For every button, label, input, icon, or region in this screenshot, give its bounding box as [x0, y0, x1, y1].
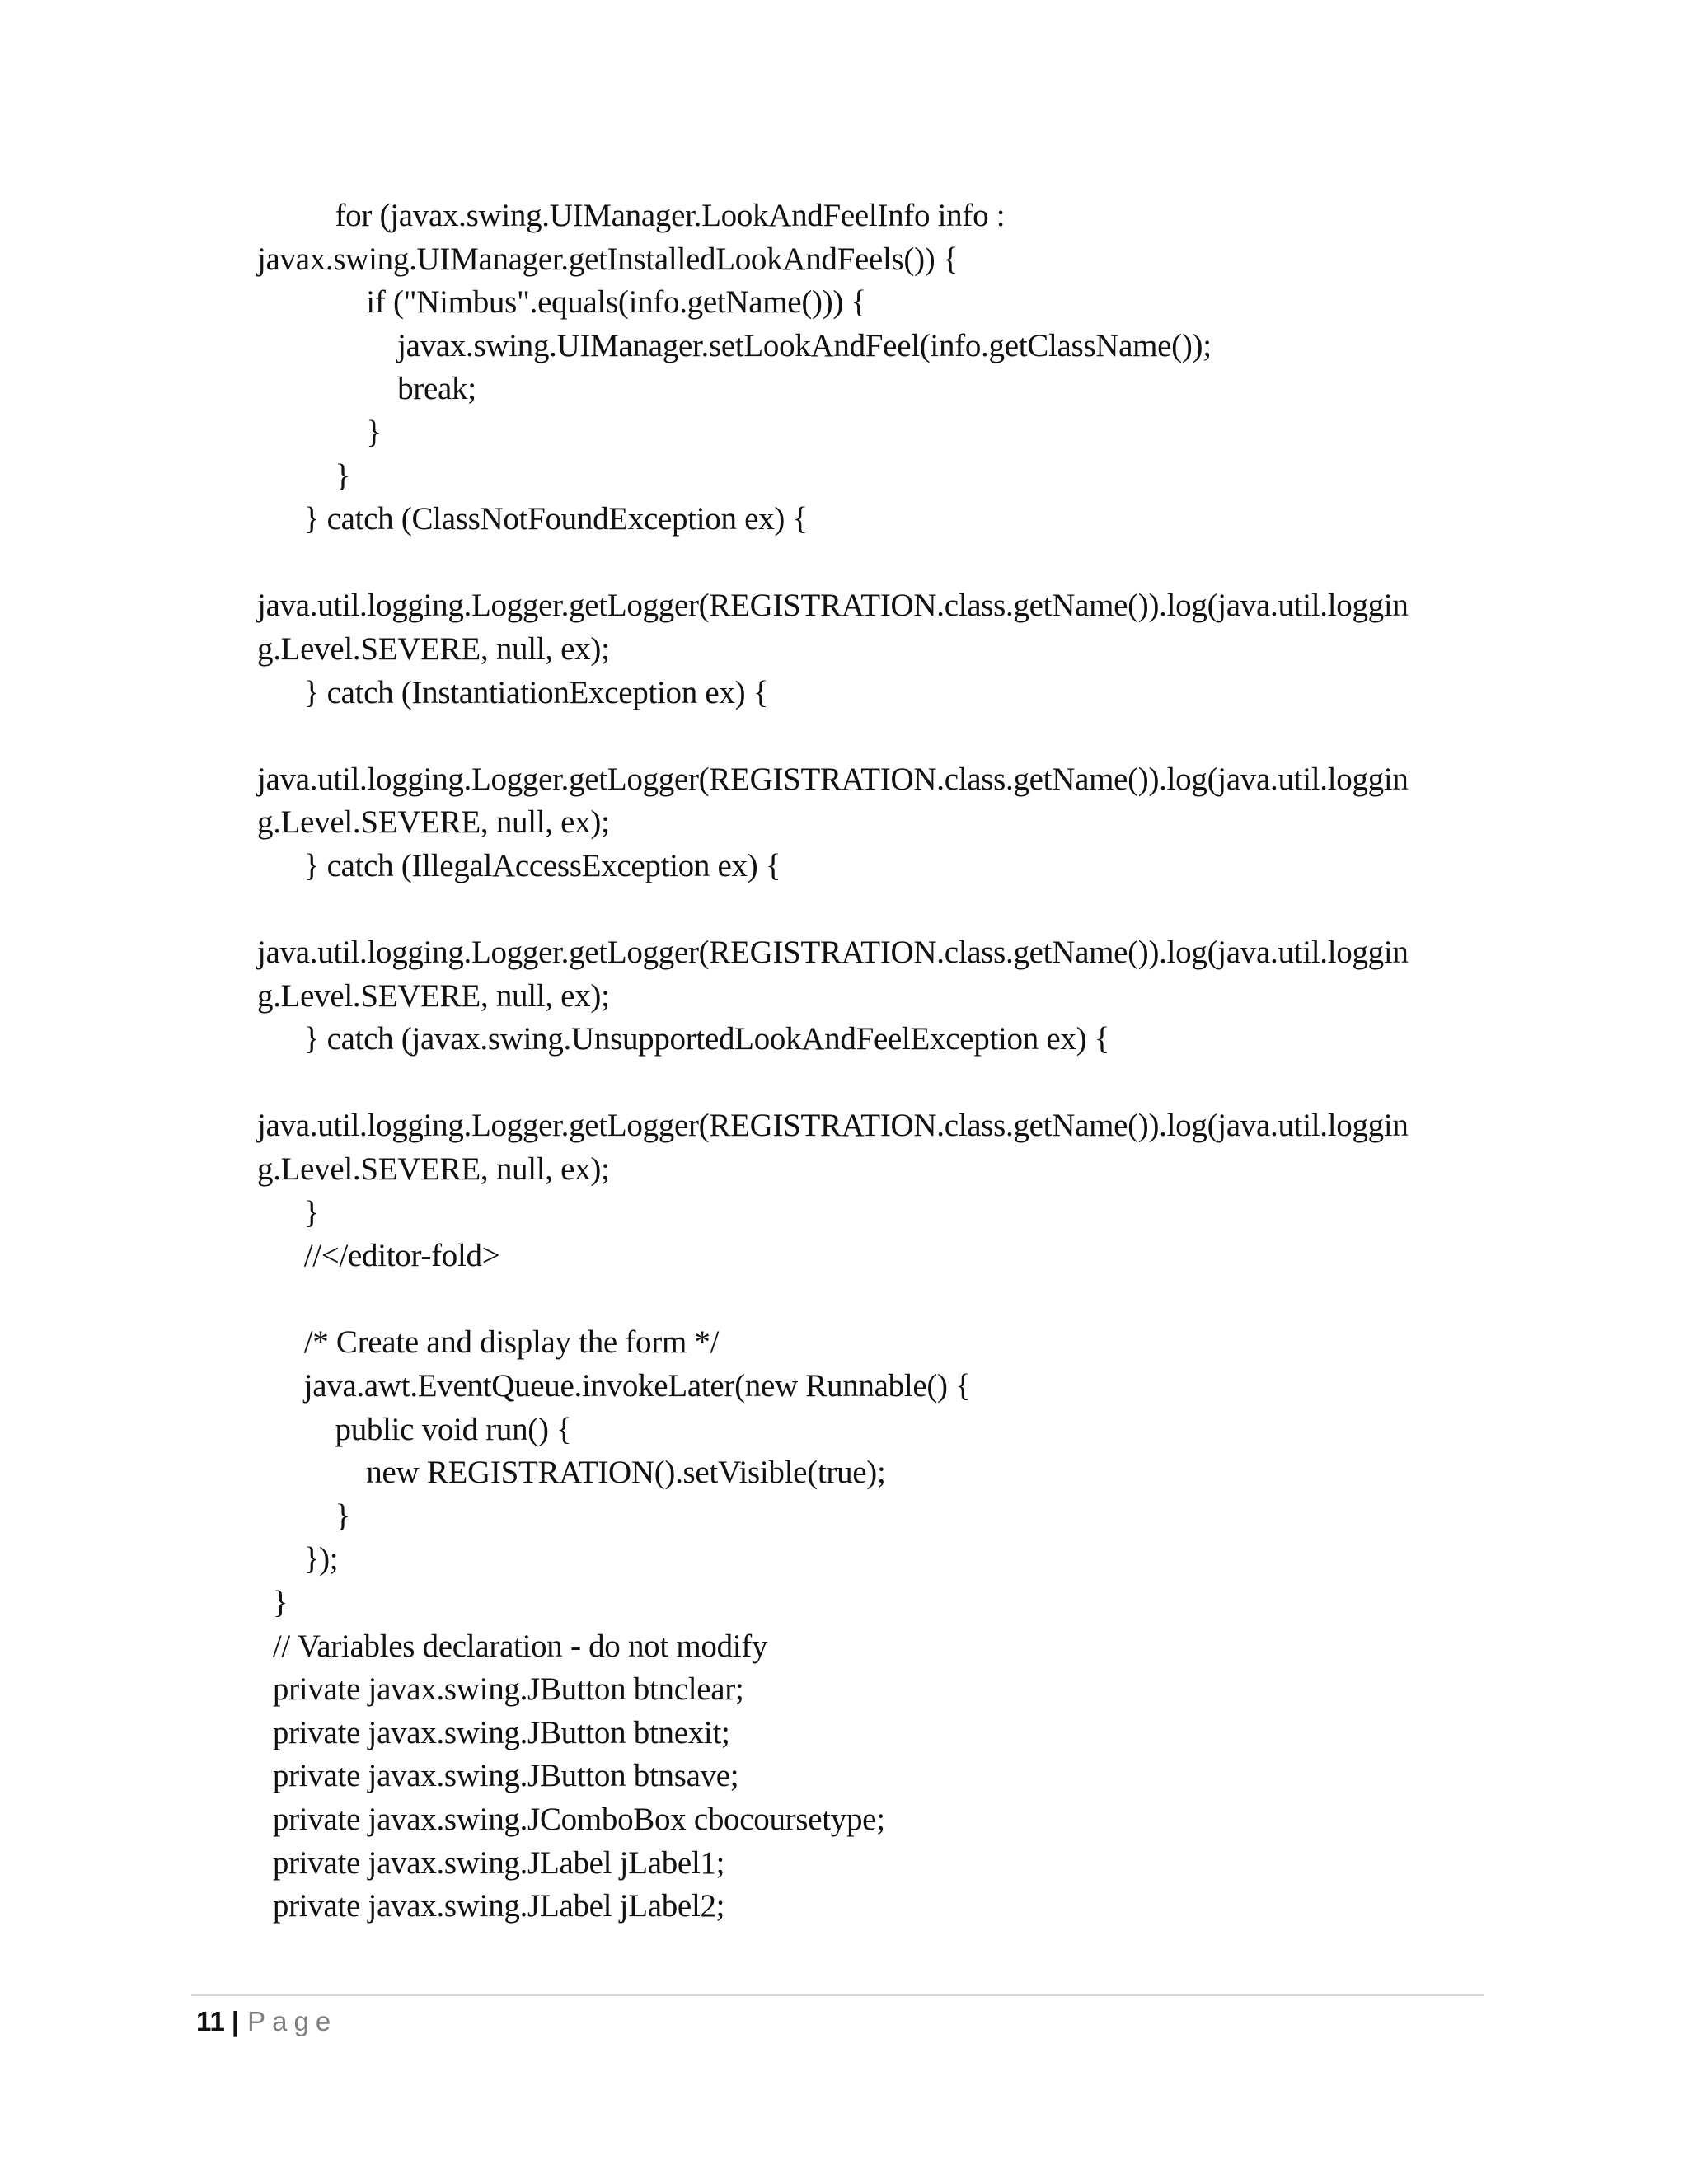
code-line: java.util.logging.Logger.getLogger(REGISTRATION.class.getName()).log(java.util.loggin	[257, 1108, 1409, 1144]
code-line: }	[257, 414, 382, 450]
code-line: /* Create and display the form */	[257, 1324, 720, 1361]
code-line: java.awt.EventQueue.invokeLater(new Runnable() {	[257, 1368, 971, 1404]
page-number: 11	[196, 2006, 225, 2036]
code-line: } catch (javax.swing.UnsupportedLookAndFeelException ex) {	[257, 1021, 1110, 1057]
code-line	[257, 1278, 1493, 1322]
code-line: break;	[257, 371, 476, 407]
code-listing	[257, 194, 1493, 1929]
code-line: if ("Nimbus".equals(info.getName())) {	[257, 284, 866, 321]
code-line: g.Level.SEVERE, null, ex);	[257, 1151, 610, 1188]
code-line: private javax.swing.JComboBox cbocoursetype;	[257, 1801, 885, 1837]
code-line: g.Level.SEVERE, null, ex);	[257, 977, 610, 1014]
code-line: private javax.swing.JButton btnclear;	[257, 1671, 744, 1708]
code-line: });	[257, 1541, 339, 1577]
code-line: java.util.logging.Logger.getLogger(REGISTRATION.class.getName()).log(java.util.loggin	[257, 761, 1409, 797]
code-line: } catch (IllegalAccessException ex) {	[257, 847, 781, 883]
code-line: public void run() {	[257, 1411, 572, 1447]
code-line: g.Level.SEVERE, null, ex);	[257, 630, 610, 667]
footer-divider	[191, 1994, 1484, 1996]
code-line: new REGISTRATION().setVisible(true);	[257, 1455, 886, 1491]
code-line	[257, 541, 1493, 585]
code-line: }	[257, 1194, 320, 1230]
code-line: //</editor-fold>	[257, 1238, 500, 1274]
page-footer	[196, 2001, 337, 2042]
code-line: // Variables declaration - do not modify	[257, 1628, 768, 1664]
code-line: } catch (ClassNotFoundException ex) {	[257, 501, 808, 537]
code-line: private javax.swing.JLabel jLabel2;	[257, 1888, 725, 1924]
code-line: for (javax.swing.UIManager.LookAndFeelInfo info :	[257, 198, 1006, 233]
code-line: java.util.logging.Logger.getLogger(REGISTRATION.class.getName()).log(java.util.loggin	[257, 935, 1409, 971]
code-line	[257, 715, 1493, 758]
code-line: javax.swing.UIManager.setLookAndFeel(info.getClassName());	[257, 327, 1212, 363]
code-line: javax.swing.UIManager.getInstalledLookAndFeels()) {	[257, 241, 959, 277]
page-separator: |	[231, 2006, 240, 2036]
code-line: private javax.swing.JButton btnsave;	[257, 1758, 739, 1794]
code-line: } catch (InstantiationException ex) {	[257, 674, 769, 710]
code-line: }	[257, 1585, 288, 1620]
code-line	[257, 1062, 1493, 1105]
code-line: g.Level.SEVERE, null, ex);	[257, 804, 610, 841]
code-line: private javax.swing.JButton btnexit;	[257, 1714, 730, 1750]
code-line: }	[257, 1497, 350, 1534]
code-line: java.util.logging.Logger.getLogger(REGISTRATION.class.getName()).log(java.util.loggin	[257, 588, 1409, 624]
code-line: }	[257, 457, 350, 494]
code-line	[257, 888, 1493, 932]
page-label: Page	[247, 2006, 338, 2036]
code-line: private javax.swing.JLabel jLabel1;	[257, 1844, 725, 1881]
